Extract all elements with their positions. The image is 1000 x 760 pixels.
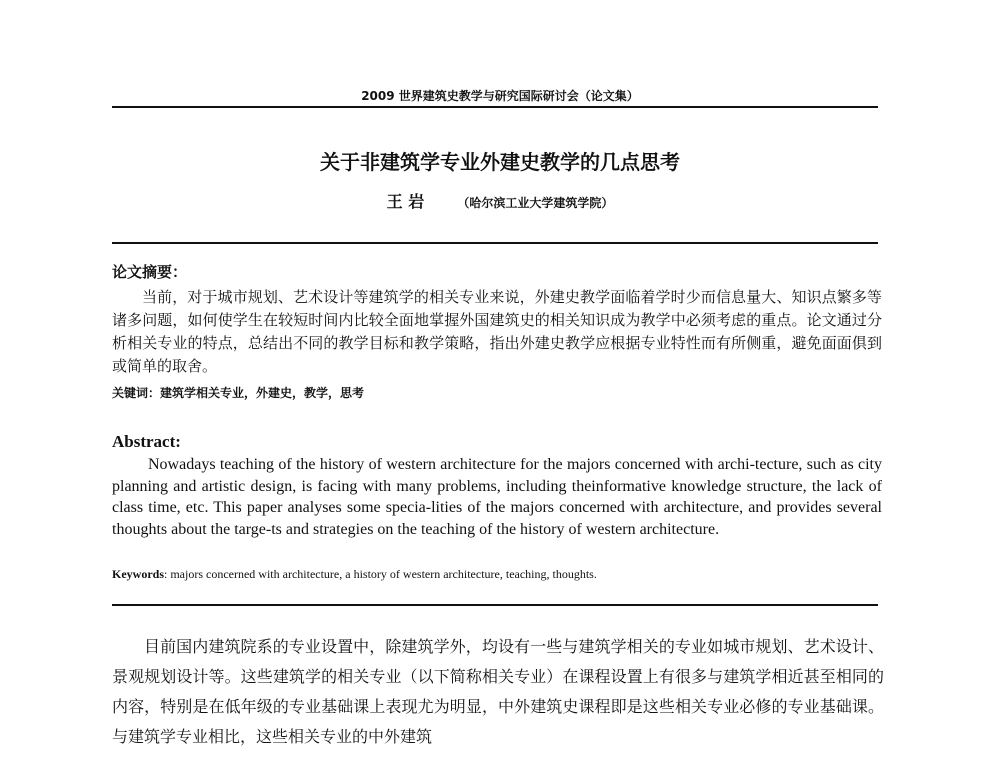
author-name: 王 岩 [386, 192, 425, 211]
running-header: 2009 世界建筑史教学与研究国际研讨会（论文集） [361, 89, 639, 103]
header-rule [112, 106, 878, 108]
keywords-en-list: : majors concerned with architecture, a history of western architecture, teaching, thoughts. [164, 567, 597, 581]
abstract-cn-text: 当前，对于城市规划、艺术设计等建筑学的相关专业来说，外建史教学面临着学时少而信息量大、知识点繁多等诸多问题，如何使学生在较短时间内比较全面地掌握外国建筑史的相关知识成为教学中必须考虑的重点。论文通过分析相关专业的特点，总结出不同的教学目标和教学策略，指出外建史教学应根据专业特性而有所侧重，避免面面俱到或简单的取舍。 [112, 288, 882, 375]
abstract-en-heading: Abstract: [112, 432, 181, 451]
author-affiliation: （哈尔滨工业大学建筑学院） [457, 196, 614, 210]
title-rule [112, 242, 878, 244]
paper-title: 关于非建筑学专业外建史教学的几点思考 [320, 150, 680, 174]
abstract-cn-heading: 论文摘要： [112, 263, 188, 281]
abstract-en-text: Nowadays teaching of the history of western architecture for the majors concerned with archi-tecture, such as city planning and artistic design, is facing with many problems, including theinformative knowledge structure, the lack of class time, etc. This paper analyses some specia-lities of the majors concerned with architecture, and provides several thoughts about the targe-ts and strategies on the teaching of the history of western architecture. [112, 456, 882, 538]
abstract-rule [112, 604, 878, 606]
author-line [0, 192, 1000, 213]
body-paragraph: 目前国内建筑院系的专业设置中，除建筑学外，均设有一些与建筑学相关的专业如城市规划、艺术设计、景观规划设计等。这些建筑学的相关专业（以下简称相关专业）在课程设置上有很多与建筑学相近甚至相同的内容，特别是在低年级的专业基础课上表现尤为明显，中外建筑史课程即是这些相关专业必修的专业基础课。与建筑学专业相比，这些相关专业的中外建筑 [112, 637, 884, 746]
keywords-cn: 关键词：建筑学相关专业，外建史，教学，思考 [112, 386, 365, 400]
keywords-en [112, 566, 882, 582]
keywords-en-label: Keywords [112, 567, 164, 581]
